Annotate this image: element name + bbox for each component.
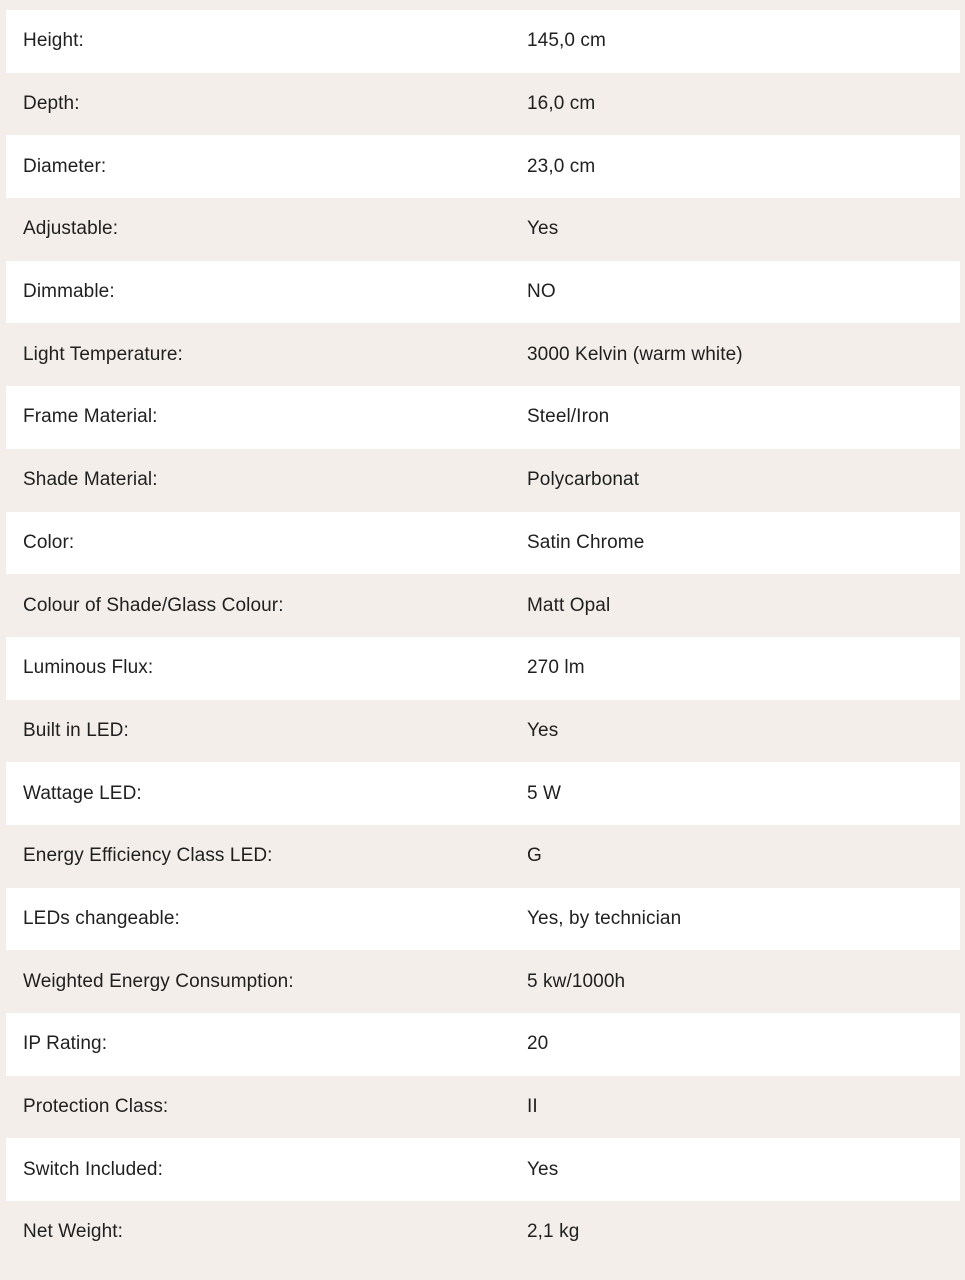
spec-label: Net Weight: (23, 1221, 124, 1243)
spec-value: 20 (527, 1033, 549, 1055)
spec-label: Energy Efficiency Class LED: (23, 845, 273, 867)
spec-row-shade-material (6, 449, 960, 512)
spec-value: 5 kw/1000h (527, 970, 626, 992)
spec-value: 5 W (527, 782, 562, 804)
spec-label: Color: (23, 531, 75, 553)
spec-row-adjustable (6, 198, 960, 261)
spec-row-height (6, 10, 960, 73)
spec-row-dimmable (6, 261, 960, 324)
spec-value: Yes, by technician (527, 907, 682, 929)
spec-value: II (527, 1096, 538, 1118)
spec-value: Polycarbonat (527, 469, 640, 491)
spec-label: Diameter: (23, 155, 107, 177)
spec-label: Dimmable: (23, 281, 115, 303)
spec-label: Switch Included: (23, 1158, 163, 1180)
spec-label: Colour of Shade/Glass Colour: (23, 594, 284, 616)
spec-value: 23,0 cm (527, 155, 596, 177)
spec-row-wattage-led (6, 762, 960, 825)
spec-row-color (6, 512, 960, 575)
spec-row-leds-changeable (6, 888, 960, 951)
spec-value: 2,1 kg (527, 1221, 580, 1243)
spec-table (6, 10, 960, 1264)
spec-label: Wattage LED: (23, 782, 142, 804)
spec-label: Built in LED: (23, 719, 129, 741)
spec-row-light-temperature (6, 323, 960, 386)
spec-value: Yes (527, 1158, 559, 1180)
spec-row-switch-included (6, 1138, 960, 1201)
spec-value: NO (527, 281, 556, 303)
spec-row-frame-material (6, 386, 960, 449)
spec-label: Frame Material: (23, 406, 158, 428)
spec-row-shade-colour (6, 574, 960, 637)
spec-label: Shade Material: (23, 469, 158, 491)
spec-value: 270 lm (527, 657, 585, 679)
spec-row-protection-class (6, 1076, 960, 1139)
spec-label: LEDs changeable: (23, 907, 180, 929)
spec-label: Depth: (23, 93, 80, 115)
spec-label: Adjustable: (23, 218, 119, 240)
spec-row-luminous-flux (6, 637, 960, 700)
spec-row-diameter (6, 135, 960, 198)
spec-label: Height: (23, 30, 84, 52)
spec-value: Yes (527, 218, 559, 240)
spec-row-energy-consumption (6, 950, 960, 1013)
spec-value: G (527, 845, 542, 867)
spec-label: Weighted Energy Consumption: (23, 970, 294, 992)
spec-value: 145,0 cm (527, 30, 606, 52)
spec-value: Steel/Iron (527, 406, 610, 428)
spec-value: Satin Chrome (527, 531, 645, 553)
spec-label: IP Rating: (23, 1033, 108, 1055)
spec-row-depth (6, 73, 960, 136)
spec-value: 3000 Kelvin (warm white) (527, 343, 743, 365)
spec-label: Protection Class: (23, 1096, 169, 1118)
spec-label: Luminous Flux: (23, 657, 154, 679)
spec-row-energy-class (6, 825, 960, 888)
spec-value: Matt Opal (527, 594, 611, 616)
spec-row-net-weight (6, 1201, 960, 1264)
spec-row-built-in-led (6, 700, 960, 763)
spec-value: 16,0 cm (527, 93, 596, 115)
spec-label: Light Temperature: (23, 343, 183, 365)
spec-row-ip-rating (6, 1013, 960, 1076)
spec-value: Yes (527, 719, 559, 741)
